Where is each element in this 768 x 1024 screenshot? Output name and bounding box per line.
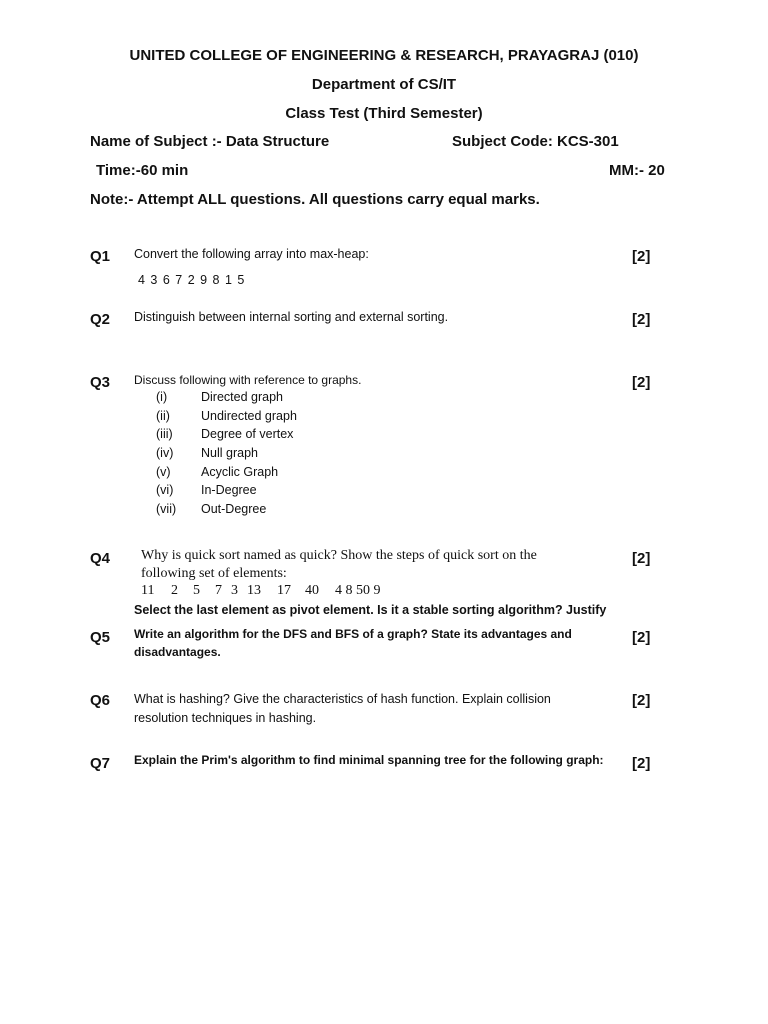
question-number: Q1 bbox=[90, 248, 111, 265]
question-text-cont: following set of elements: bbox=[141, 566, 287, 581]
list-item-label: In-Degree bbox=[201, 483, 257, 497]
question-text: What is hashing? Give the characteristics of hash function. Explain collision bbox=[134, 692, 551, 706]
test-title: Class Test (Third Semester) bbox=[285, 105, 483, 122]
question-text: Distinguish between internal sorting and external sorting. bbox=[134, 310, 449, 324]
list-item bbox=[0, 427, 400, 447]
subject-code: Subject Code: KCS-301 bbox=[452, 133, 619, 150]
question-number: Q7 bbox=[90, 755, 111, 772]
list-item-number: (iv) bbox=[156, 446, 174, 460]
list-item-label: Degree of vertex bbox=[201, 427, 294, 441]
question-text-cont: Select the last element as pivot element. Is it a stable sorting algorithm? Justify bbox=[134, 603, 607, 617]
element-value: 2 bbox=[171, 583, 178, 598]
question-marks: [2] bbox=[632, 692, 651, 709]
time-allowed: Time:-60 min bbox=[96, 162, 189, 179]
list-item bbox=[0, 390, 400, 410]
department-title: Department of CS/IT bbox=[311, 76, 457, 93]
list-item-label: Out-Degree bbox=[201, 502, 267, 516]
list-item-number: (vii) bbox=[156, 502, 177, 516]
question-marks: [2] bbox=[632, 311, 651, 328]
college-title: UNITED COLLEGE OF ENGINEERING & RESEARCH, PRAYAGRAJ (010) bbox=[129, 47, 639, 64]
list-item-label: Null graph bbox=[201, 446, 258, 460]
element-value: 13 bbox=[247, 583, 261, 598]
element-value: 11 bbox=[141, 583, 155, 598]
question-text-cont: resolution techniques in hashing. bbox=[134, 711, 317, 725]
list-item bbox=[0, 446, 400, 466]
sort-elements bbox=[141, 583, 381, 599]
list-item-label: Directed graph bbox=[201, 390, 283, 404]
element-value: 7 bbox=[215, 583, 222, 598]
element-value: 5 bbox=[193, 583, 200, 598]
question-number: Q5 bbox=[90, 629, 111, 646]
question-marks: [2] bbox=[632, 755, 651, 772]
list-item bbox=[0, 465, 400, 485]
question-text: Discuss following with reference to graphs. bbox=[134, 373, 362, 387]
question-text: Convert the following array into max-heap: bbox=[134, 247, 369, 261]
question-marks: [2] bbox=[632, 629, 651, 646]
element-value: 4 8 50 9 bbox=[335, 583, 381, 598]
question-number: Q2 bbox=[90, 311, 111, 328]
question-text-cont: disadvantages. bbox=[134, 645, 221, 659]
list-item bbox=[0, 409, 400, 429]
list-item-label: Undirected graph bbox=[201, 409, 297, 423]
question-number: Q3 bbox=[90, 374, 111, 391]
list-item-number: (iii) bbox=[156, 427, 173, 441]
question-marks: [2] bbox=[632, 248, 651, 265]
list-item bbox=[0, 483, 400, 503]
instructions-note: Note:- Attempt ALL questions. All questions carry equal marks. bbox=[90, 191, 540, 208]
subject-name: Name of Subject :- Data Structure bbox=[90, 133, 330, 150]
question-text: Write an algorithm for the DFS and BFS of a graph? State its advantages and bbox=[134, 627, 572, 641]
element-value: 3 bbox=[231, 583, 238, 598]
question-marks: [2] bbox=[632, 374, 651, 391]
question-number: Q6 bbox=[90, 692, 111, 709]
max-marks: MM:- 20 bbox=[609, 162, 665, 179]
list-item-number: (i) bbox=[156, 390, 168, 404]
element-value: 40 bbox=[305, 583, 319, 598]
list-item bbox=[0, 502, 400, 522]
question-text: Why is quick sort named as quick? Show the steps of quick sort on the bbox=[141, 548, 537, 563]
question-number: Q4 bbox=[90, 550, 111, 567]
list-item-number: (v) bbox=[156, 465, 171, 479]
heap-array: 4 3 6 7 2 9 8 1 5 bbox=[138, 273, 246, 287]
list-item-number: (vi) bbox=[156, 483, 174, 497]
question-marks: [2] bbox=[632, 550, 651, 567]
element-value: 17 bbox=[277, 583, 291, 598]
list-item-label: Acyclic Graph bbox=[201, 465, 279, 479]
list-item-number: (ii) bbox=[156, 409, 170, 423]
question-text: Explain the Prim's algorithm to find minimal spanning tree for the following graph: bbox=[134, 753, 604, 767]
